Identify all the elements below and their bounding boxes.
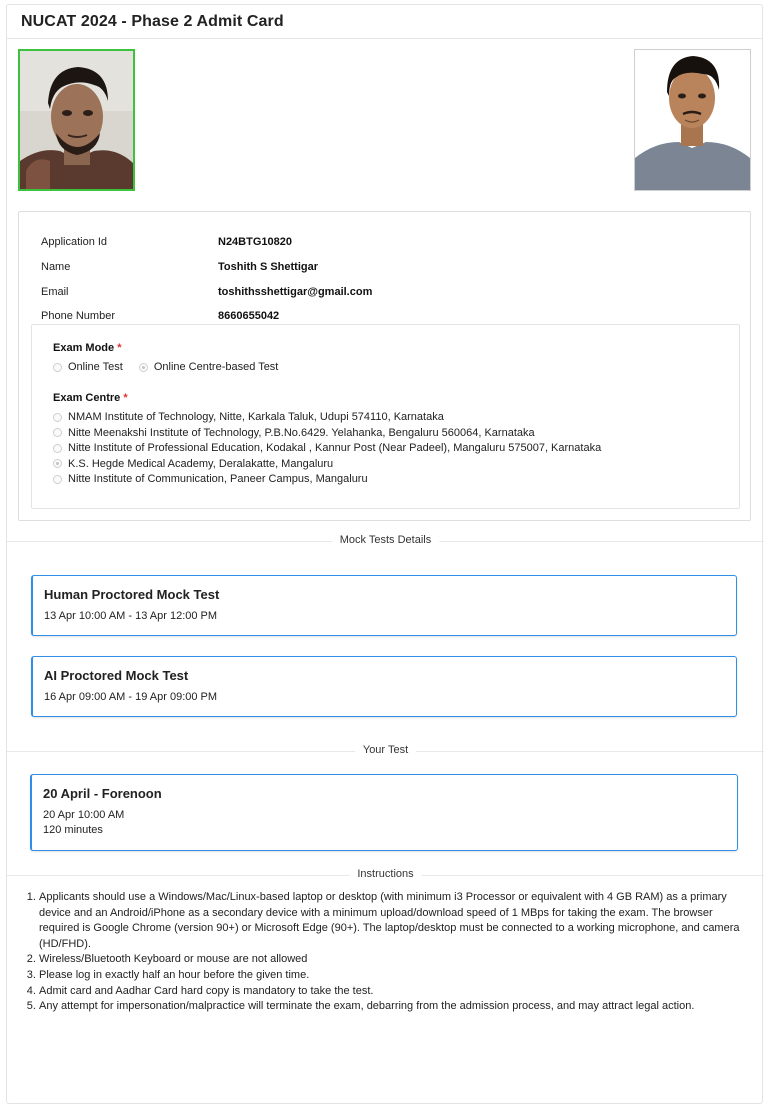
person-photo-icon: [635, 50, 750, 190]
radio-button[interactable]: [53, 413, 62, 422]
instruction-item: 4. Admit card and Aadhar Card hard copy is mandatory to take the test.: [39, 984, 747, 1000]
exam-mode-label: [53, 342, 121, 354]
exam-centre-label: [53, 392, 128, 404]
exam-centre-option[interactable]: [53, 473, 368, 485]
applicant-details: [18, 211, 751, 521]
mock-test-title: Human Proctored Mock Test: [44, 587, 220, 602]
radio-label: Nitte Meenakshi Institute of Technology, P.B.No.6429. Yelahanka, Bengaluru 560064, Karnataka: [68, 426, 535, 439]
info-label: Application Id: [41, 236, 108, 248]
info-label: Email: [41, 286, 69, 298]
uploaded-photo: [634, 49, 751, 191]
required-mark: *: [117, 342, 122, 354]
mock-test-title: AI Proctored Mock Test: [44, 668, 189, 683]
your-test-start: 20 Apr 10:00 AM: [43, 809, 125, 821]
your-test-card: [30, 774, 738, 851]
info-value: Toshith S Shettigar: [218, 261, 319, 273]
radio-label: K.S. Hegde Medical Academy, Deralakatte, Mangaluru: [68, 457, 334, 470]
instruction-item: 5. Any attempt for impersonation/malpractice will terminate the exam, debarring from the admission process, and may attract legal action.: [39, 999, 747, 1015]
instructions-list-container: [12, 890, 747, 1015]
instructions-list: [12, 890, 747, 1015]
exam-mode-label-text: Exam Mode: [53, 342, 115, 354]
your-test-heading: Your Test: [355, 744, 416, 756]
radio-button-selected[interactable]: [139, 363, 148, 372]
info-label: Name: [41, 261, 71, 273]
exam-centre-option[interactable]: [53, 427, 535, 439]
radio-label: Online Centre-based Test: [153, 361, 279, 373]
your-test-duration: 120 minutes: [43, 824, 103, 836]
mock-test-schedule: 16 Apr 09:00 AM - 19 Apr 09:00 PM: [44, 691, 218, 703]
radio-label: Nitte Institute of Professional Education, Kodakal , Kannur Post (Near Padeel), Mangaluru 575007, Karnataka: [68, 442, 602, 454]
mock-test-card: [31, 575, 737, 636]
radio-label: NMAM Institute of Technology, Nitte, Karkala Taluk, Udupi 574110, Karnataka: [68, 411, 444, 423]
info-value: toshithsshettigar@gmail.com: [218, 286, 373, 298]
exam-centre-option[interactable]: [53, 411, 444, 423]
instruction-item: 2. Wireless/Bluetooth Keyboard or mouse are not allowed: [39, 952, 747, 968]
exam-selection-box: [31, 324, 740, 509]
info-value: N24BTG10820: [218, 236, 292, 248]
exam-centre-option[interactable]: [53, 442, 601, 454]
instructions-heading: Instructions: [349, 868, 421, 880]
radio-label: Nitte Institute of Communication, Paneer Campus, Mangaluru: [68, 473, 368, 485]
radio-button[interactable]: [53, 363, 62, 372]
live-photo: [18, 49, 135, 191]
exam-centre-label-text: Exam Centre: [53, 392, 121, 404]
required-mark: *: [123, 392, 128, 404]
radio-label: Online Test: [68, 361, 123, 373]
radio-button[interactable]: [53, 444, 62, 453]
info-label: Phone Number: [41, 310, 115, 322]
mock-test-schedule: 13 Apr 10:00 AM - 13 Apr 12:00 PM: [44, 610, 218, 622]
radio-button[interactable]: [53, 428, 62, 437]
radio-button[interactable]: [53, 475, 62, 484]
mock-tests-heading: Mock Tests Details: [332, 534, 440, 546]
person-photo-icon: [20, 51, 133, 189]
your-test-title: 20 April - Forenoon: [43, 786, 162, 801]
info-value: 8660655042: [218, 310, 280, 322]
card-header: [7, 5, 762, 39]
mock-tests-divider: [7, 534, 764, 546]
your-test-divider: [7, 744, 764, 756]
mock-test-card: [31, 656, 737, 717]
instruction-item: 1. Applicants should use a Windows/Mac/Linux-based laptop or desktop (with minimum i3 Processor or equivalent with 4 GB RAM) as a primary device and an Android/iPhone as a secondary device with a minimum upload/download speed of 1 MBps for taking the exam. The browser required is Google Chrome (version 90+) or Microsoft Edge (90+). The laptop/desktop must be connected to a working microphone, and camera (HD/FHD).: [39, 890, 747, 952]
exam-mode-option-online-test[interactable]: [53, 361, 278, 373]
page-title: NUCAT 2024 - Phase 2 Admit Card: [21, 13, 284, 30]
instructions-divider: [7, 868, 764, 880]
exam-centre-option[interactable]: [53, 458, 333, 470]
radio-button-selected[interactable]: [53, 459, 62, 468]
instruction-item: 3. Please log in exactly half an hour before the given time.: [39, 968, 747, 984]
